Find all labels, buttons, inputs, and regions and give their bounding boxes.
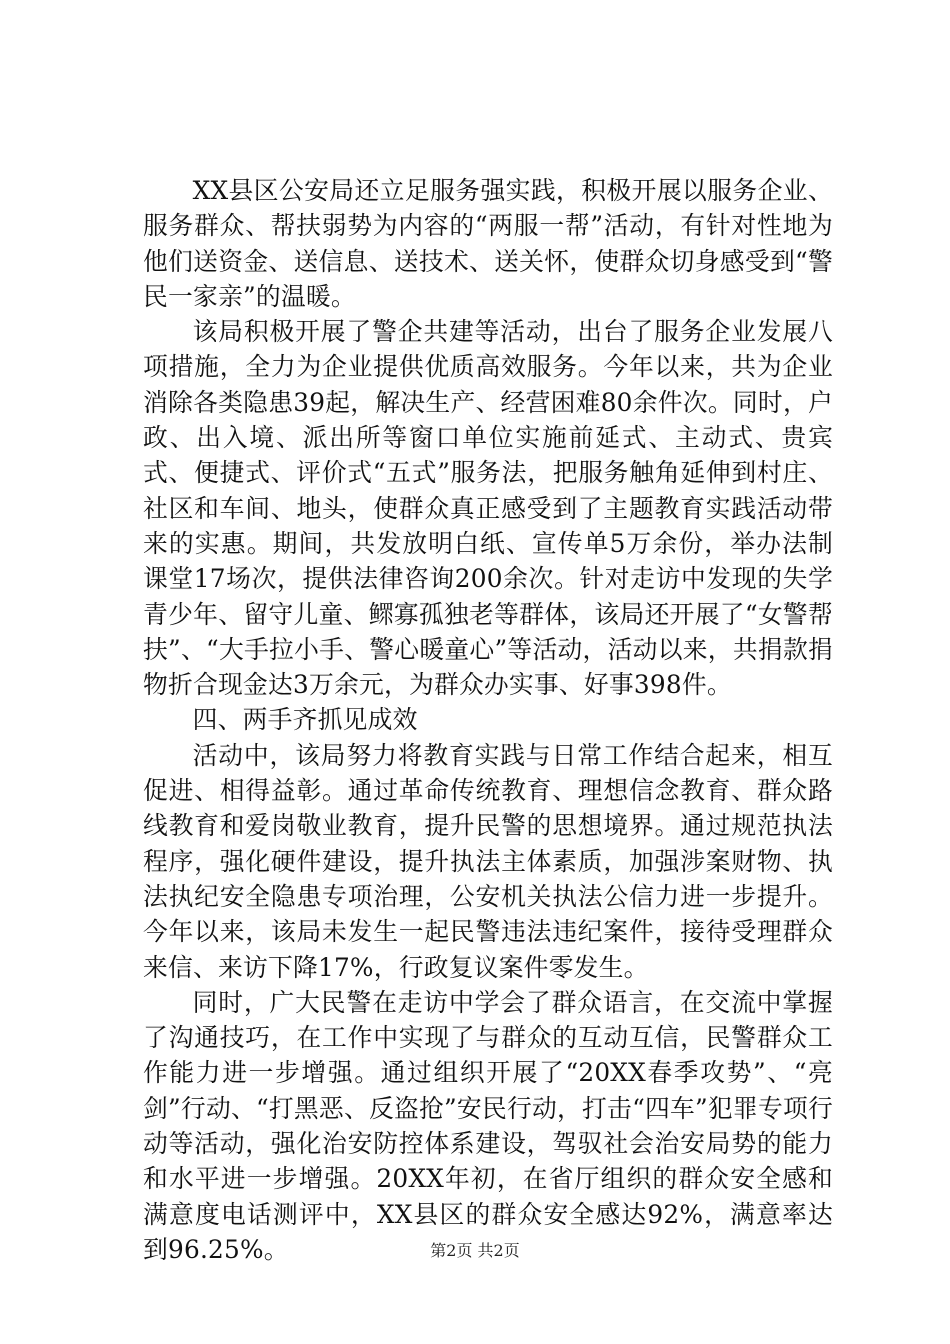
paragraph-education-practice: 活动中，该局努力将教育实践与日常工作结合起来，相互促进、相得益彰。通过革命传统教育、理想信念教育、群众路线教育和爱岗敬业教育，提升民警的思想境界。通过规范执法程序，强化硬件建设，提升执法主体素质，加强涉案财物、执法执纪安全隐患专项治理，公安机关执法公信力进一步提升。今年以来，该局未发生一起民警违法违纪案件，接待受理群众来信、来访下降17%，行政复议案件零发生。	[143, 740, 833, 982]
document-body	[143, 173, 833, 1267]
paragraph-mass-work: 同时，广大民警在走访中学会了群众语言，在交流中掌握了沟通技巧，在工作中实现了与群众的互动互信，民警群众工作能力进一步增强。通过组织开展了“20XX春季攻势”、“亮剑”行动、“打黑恶、反盗抢”安民行动，打击“四车”犯罪专项行动等活动，强化治安防控体系建设，驾驭社会治安局势的能力和水平进一步增强。20XX年初，在省厅组织的群众安全感和满意度电话测评中，XX县区的群众安全感达92%，满意率达到96.25%。	[143, 987, 833, 1264]
paragraph-service-practice: XX县区公安局还立足服务强实践，积极开展以服务企业、服务群众、帮扶弱势为内容的“两服一帮”活动，有针对性地为他们送资金、送信息、送技术、送关怀，使群众切身感受到“警民一家亲”的温暖。	[143, 176, 833, 311]
page-number-footer: 第2页 共2页	[430, 1241, 520, 1260]
section-heading: 四、两手齐抓见成效	[192, 705, 418, 735]
paragraph-police-enterprise: 该局积极开展了警企共建等活动，出台了服务企业发展八项措施，全力为企业提供优质高效服务。今年以来，共为企业消除各类隐患39起，解决生产、经营困难80余件次。同时，户政、出入境、派出所等窗口单位实施前延式、主动式、贵宾式、便捷式、评价式“五式”服务法，把服务触角延伸到村庄、社区和车间、地头，使群众真正感受到了主题教育实践活动带来的实惠。期间，共发放明白纸、宣传单5万余份，举办法制课堂17场次，提供法律咨询200余次。针对走访中发现的失学青少年、留守儿童、鳏寡孤独老等群体，该局还开展了“女警帮扶”、“大手拉小手、警心暖童心”等活动，活动以来，共捐款捐物折合现金达3万余元，为群众办实事、好事398件。	[143, 317, 833, 700]
